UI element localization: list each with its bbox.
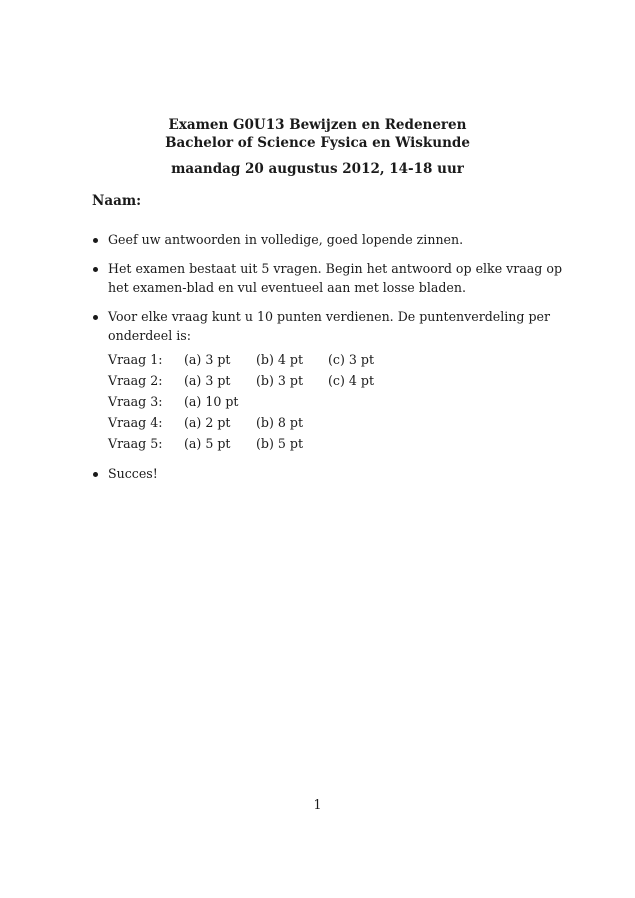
part-points: (c) 3 pt xyxy=(328,351,375,367)
question-label: Vraag 2: xyxy=(108,372,163,388)
exam-program: Bachelor of Science Fysica en Wiskunde xyxy=(165,135,470,151)
bullet-icon xyxy=(93,238,98,243)
points-table xyxy=(108,350,400,455)
table-row xyxy=(108,392,400,413)
question-label: Vraag 1: xyxy=(108,351,163,367)
table-row xyxy=(108,350,400,371)
part-points xyxy=(328,434,400,455)
list-item xyxy=(92,230,572,250)
part-points xyxy=(256,392,328,413)
part-points: (a) 10 pt xyxy=(184,393,239,409)
question-label: Vraag 5: xyxy=(108,435,163,451)
page-number: 1 xyxy=(313,797,322,812)
instruction-text: Het examen bestaat uit 5 vragen. Begin het antwoord op elke vraag op het examen-blad en vul eventueel aan met losse bladen. xyxy=(108,260,563,295)
list-item xyxy=(92,307,572,455)
part-points: (b) 5 pt xyxy=(256,435,304,451)
instructions-list xyxy=(92,230,572,492)
list-item xyxy=(92,464,572,484)
part-points xyxy=(328,413,400,434)
part-points: (b) 3 pt xyxy=(256,372,304,388)
table-row xyxy=(108,371,400,392)
bullet-icon xyxy=(93,315,98,320)
part-points: (a) 3 pt xyxy=(184,372,231,388)
list-item xyxy=(92,259,572,298)
part-points: (a) 3 pt xyxy=(184,351,231,367)
exam-title: Examen G0U13 Bewijzen en Redeneren xyxy=(168,117,467,133)
bullet-icon xyxy=(93,267,98,272)
part-points xyxy=(328,392,400,413)
part-points: (a) 2 pt xyxy=(184,414,231,430)
question-label: Vraag 4: xyxy=(108,414,163,430)
exam-date: maandag 20 augustus 2012, 14-18 uur xyxy=(171,161,464,177)
part-points: (b) 8 pt xyxy=(256,414,304,430)
part-points: (b) 4 pt xyxy=(256,351,304,367)
instruction-text: Geef uw antwoorden in volledige, goed lopende zinnen. xyxy=(108,232,464,247)
name-label: Naam: xyxy=(92,193,142,209)
part-points: (c) 4 pt xyxy=(328,372,375,388)
table-row xyxy=(108,434,400,455)
table-row xyxy=(108,413,400,434)
instruction-text: Succes! xyxy=(108,465,158,481)
part-points: (a) 5 pt xyxy=(184,435,231,451)
question-label: Vraag 3: xyxy=(108,393,163,409)
bullet-icon xyxy=(93,472,98,477)
instruction-text: Voor elke vraag kunt u 10 punten verdienen. De puntenverdeling per onderdeel is: xyxy=(108,308,551,343)
